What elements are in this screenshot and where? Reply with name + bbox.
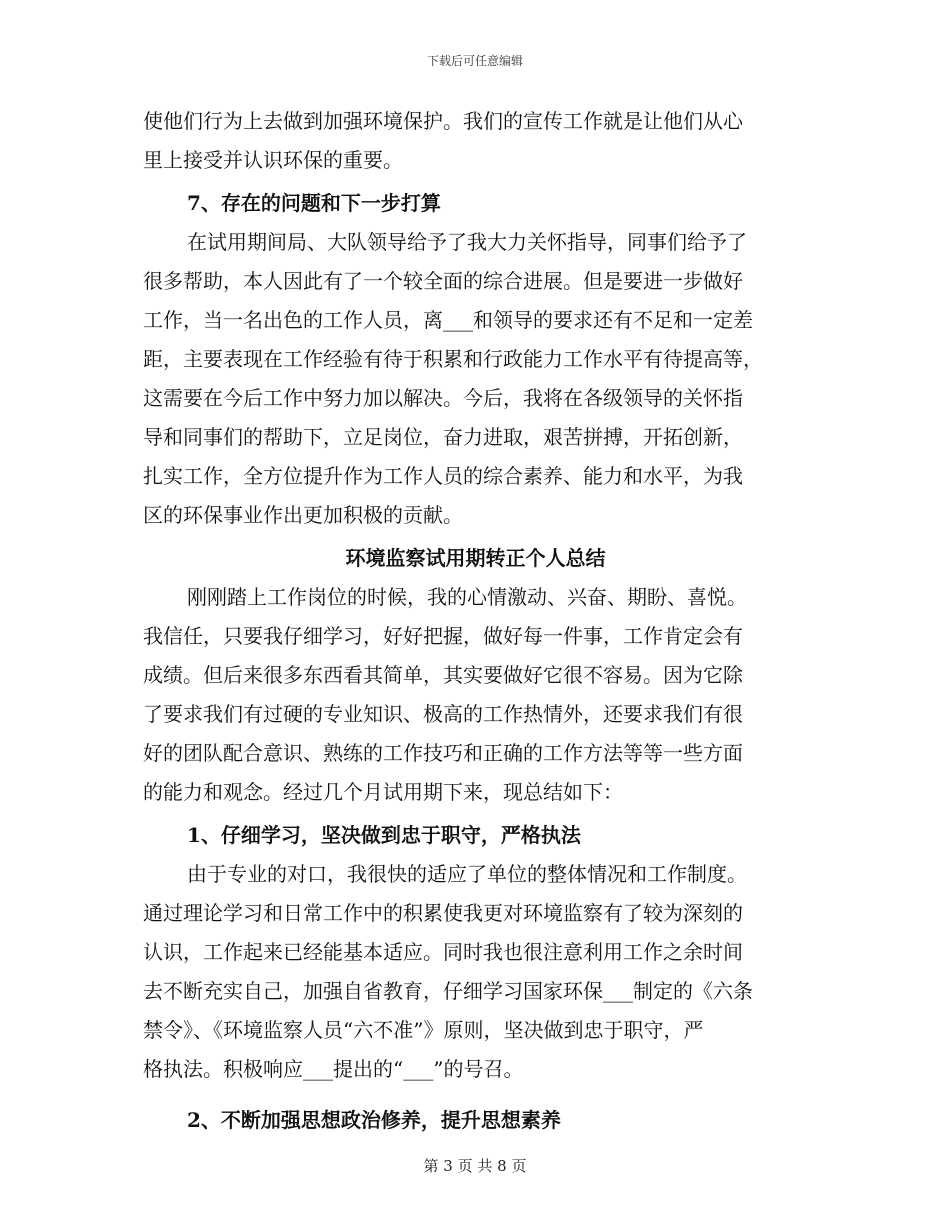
paragraph-line: 很多帮助，本人因此有了一个较全面的综合进展。但是要进一步做好 bbox=[143, 269, 743, 293]
paragraph-line: 工作，当一名出色的工作人员，离___和领导的要求还有不足和一定差 bbox=[143, 308, 753, 332]
paragraph-line: 距，主要表现在工作经验有待于积累和行政能力工作水平有待提高等， bbox=[143, 347, 763, 371]
section-heading-1: 1、仔细学习，坚决做到忠于职守，严格执法 bbox=[187, 823, 581, 847]
document-title: 环境监察试用期转正个人总结 bbox=[345, 546, 606, 570]
paragraph-line: 使他们行为上去做到加强环境保护。我们的宣传工作就是让他们从心 bbox=[143, 109, 743, 133]
paragraph-line: 由于专业的对口，我很快的适应了单位的整体情况和工作制度。 bbox=[187, 862, 747, 886]
paragraph-line: 扎实工作，全方位提升作为工作人员的综合素养、能力和水平，为我 bbox=[143, 464, 743, 488]
paragraph-line: 导和同事们的帮助下，立足岗位，奋力进取，艰苦拼搏，开拓创新， bbox=[143, 425, 743, 449]
paragraph-line: 在试用期间局、大队领导给予了我大力关怀指导，同事们给予了 bbox=[187, 230, 747, 254]
page-number: 第 3 页 共 8 页 bbox=[423, 1157, 527, 1175]
paragraph-line: 认识，工作起来已经能基本适应。同时我也很注意利用工作之余时间 bbox=[143, 940, 743, 964]
paragraph-line: 好的团队配合意识、熟练的工作技巧和正确的工作方法等等一些方面 bbox=[143, 741, 743, 765]
paragraph-line: 去不断充实自己，加强自省教育，仔细学习国家环保___制定的《六条 bbox=[143, 979, 753, 1003]
paragraph-line: 了要求我们有过硬的专业知识、极高的工作热情外，还要求我们有很 bbox=[143, 702, 743, 726]
page-header: 下载后可任意编辑 bbox=[426, 54, 523, 68]
section-heading-7: 7、存在的问题和下一步打算 bbox=[187, 191, 441, 215]
paragraph-line: 这需要在今后工作中努力加以解决。今后，我将在各级领导的关怀指 bbox=[143, 386, 743, 410]
paragraph-line: 里上接受并认识环保的重要。 bbox=[143, 148, 403, 172]
paragraph-line: 区的环保事业作出更加积极的贡献。 bbox=[143, 503, 463, 527]
paragraph-line: 禁令》、《环境监察人员“六不准”》原则，坚决做到忠于职守，严 bbox=[143, 1018, 704, 1042]
paragraph-line: 的能力和观念。经过几个月试用期下来，现总结如下： bbox=[143, 780, 623, 804]
paragraph-line: 刚刚踏上工作岗位的时候，我的心情激动、兴奋、期盼、喜悦。 bbox=[187, 585, 747, 609]
paragraph-line: 我信任，只要我仔细学习，好好把握，做好每一件事，工作肯定会有 bbox=[143, 624, 743, 648]
section-heading-2: 2、不断加强思想政治修养，提升思想素养 bbox=[187, 1108, 561, 1132]
document-body bbox=[143, 102, 808, 1140]
paragraph-line: 成绩。但后来很多东西看其简单，其实要做好它很不容易。因为它除 bbox=[143, 663, 743, 687]
paragraph-line: 格执法。积极响应___提出的“___”的号召。 bbox=[143, 1057, 524, 1081]
paragraph-line: 通过理论学习和日常工作中的积累使我更对环境监察有了较为深刻的 bbox=[143, 901, 743, 925]
